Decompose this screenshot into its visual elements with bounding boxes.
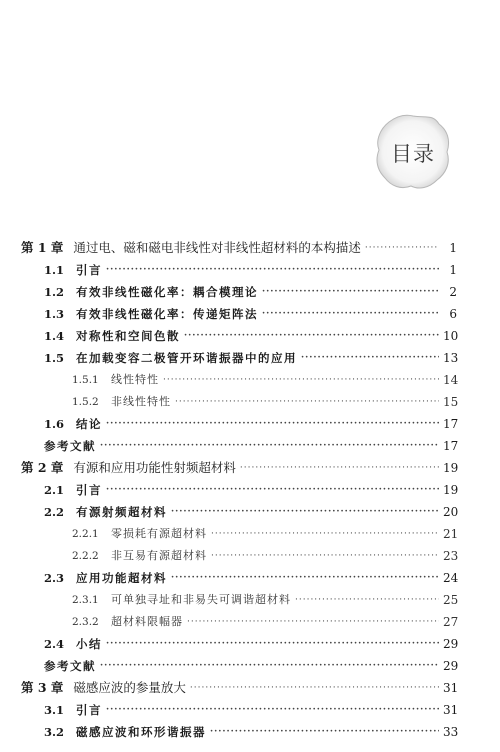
entry-title: 超材料限幅器 — [111, 615, 183, 628]
page-number: 1 — [449, 263, 457, 277]
page-number: 19 — [443, 483, 459, 497]
page-number: 23 — [443, 549, 459, 563]
toc-heading: 目录 — [391, 142, 435, 166]
section-number: 2.1 — [44, 483, 65, 497]
page-number: 13 — [443, 351, 459, 365]
toc-entry-subsection[interactable] — [72, 589, 457, 611]
toc-entry-section[interactable] — [44, 479, 457, 501]
section-number: 1.6 — [44, 417, 65, 431]
page-number: 10 — [443, 329, 459, 343]
toc-entry-subsection[interactable] — [72, 369, 457, 391]
toc-entry-references[interactable] — [44, 655, 457, 677]
entry-title: 线性特性 — [111, 373, 159, 386]
page-number: 2 — [449, 285, 457, 299]
leader-dots — [295, 589, 439, 611]
leader-dots — [106, 259, 439, 281]
leader-dots — [106, 633, 439, 655]
entry-title: 引言 — [76, 263, 102, 277]
toc-entry-section[interactable] — [44, 259, 457, 281]
entry-title: 小结 — [76, 637, 102, 651]
chapter-number: 第 2 章 — [21, 460, 64, 475]
page-number: 17 — [443, 439, 459, 453]
chapter-number: 第 1 章 — [21, 240, 64, 255]
leader-dots — [184, 325, 439, 347]
leader-dots — [365, 237, 439, 259]
toc-entry-chapter[interactable] — [21, 237, 457, 259]
toc-badge — [373, 112, 453, 192]
entry-title: 对称性和空间色散 — [76, 329, 180, 343]
entry-title: 参考文献 — [44, 659, 96, 673]
toc-entry-section[interactable] — [44, 413, 457, 435]
subsection-number: 2.2.1 — [72, 528, 99, 540]
section-number: 3.1 — [44, 703, 65, 717]
subsection-number: 2.3.2 — [72, 616, 99, 628]
page-number: 33 — [443, 725, 459, 739]
entry-title: 有源和应用功能性射频超材料 — [73, 460, 236, 475]
subsection-number: 1.5.2 — [72, 396, 99, 408]
leader-dots — [100, 435, 439, 457]
entry-title: 有效非线性磁化率：耦合模理论 — [76, 285, 258, 299]
page-number: 20 — [443, 505, 459, 519]
page-number: 29 — [443, 659, 459, 673]
page-number: 1 — [449, 241, 457, 255]
page-number: 24 — [443, 571, 459, 585]
entry-title: 在加载变容二极管开环谐振器中的应用 — [76, 351, 297, 365]
toc-entry-section[interactable] — [44, 325, 457, 347]
toc-entry-chapter[interactable] — [21, 457, 457, 479]
page-number: 31 — [443, 681, 459, 695]
leader-dots — [301, 347, 439, 369]
page-number: 21 — [443, 527, 459, 541]
toc-entry-section[interactable] — [44, 347, 457, 369]
page-number: 15 — [443, 395, 459, 409]
section-number: 2.2 — [44, 505, 65, 519]
leader-dots — [187, 611, 439, 633]
page-number: 27 — [443, 615, 459, 629]
section-number: 3.2 — [44, 725, 65, 739]
section-number: 1.3 — [44, 307, 65, 321]
toc-entry-subsection[interactable] — [72, 545, 457, 567]
entry-title: 有效非线性磁化率：传递矩阵法 — [76, 307, 258, 321]
leader-dots — [100, 655, 439, 677]
leader-dots — [106, 479, 439, 501]
leader-dots — [190, 677, 439, 699]
entry-title: 非线性特性 — [111, 395, 171, 408]
section-number: 1.4 — [44, 329, 65, 343]
entry-title: 引言 — [76, 483, 102, 497]
page-number: 19 — [443, 461, 459, 475]
leader-dots — [106, 413, 439, 435]
entry-title: 应用功能超材料 — [76, 571, 167, 585]
entry-title: 有源射频超材料 — [76, 505, 167, 519]
page-number: 31 — [443, 703, 459, 717]
entry-title: 零损耗有源超材料 — [111, 527, 207, 540]
section-number: 1.1 — [44, 263, 65, 277]
toc-entry-section[interactable] — [44, 633, 457, 655]
page-number: 6 — [449, 307, 457, 321]
page-number: 14 — [443, 373, 459, 387]
toc-entry-section[interactable] — [44, 699, 457, 721]
toc-entry-chapter[interactable] — [21, 677, 457, 699]
subsection-number: 2.3.1 — [72, 594, 99, 606]
section-number: 2.3 — [44, 571, 65, 585]
leader-dots — [262, 281, 439, 303]
toc-entry-references[interactable] — [44, 435, 457, 457]
leader-dots — [210, 721, 439, 743]
leader-dots — [262, 303, 439, 325]
entry-title: 非互易有源超材料 — [111, 549, 207, 562]
toc-entry-section[interactable] — [44, 567, 457, 589]
toc-entry-subsection[interactable] — [72, 523, 457, 545]
entry-title: 参考文献 — [44, 439, 96, 453]
entry-title: 磁感应波的参量放大 — [73, 680, 186, 695]
toc-entry-section[interactable] — [44, 281, 457, 303]
leader-dots — [240, 457, 439, 479]
section-number: 1.5 — [44, 351, 65, 365]
leader-dots — [175, 391, 439, 413]
leader-dots — [211, 545, 439, 567]
toc-entry-subsection[interactable] — [72, 391, 457, 413]
entry-title: 通过电、磁和磁电非线性对非线性超材料的本构描述 — [73, 240, 361, 255]
leader-dots — [211, 523, 439, 545]
chapter-number: 第 3 章 — [21, 680, 64, 695]
subsection-number: 2.2.2 — [72, 550, 99, 562]
page-number: 25 — [443, 593, 459, 607]
entry-title: 可单独寻址和非易失可调谐超材料 — [111, 593, 291, 606]
section-number: 1.2 — [44, 285, 65, 299]
leader-dots — [171, 501, 439, 523]
toc-entry-subsection[interactable] — [72, 611, 457, 633]
leader-dots — [106, 699, 439, 721]
subsection-number: 1.5.1 — [72, 374, 99, 386]
entry-title: 引言 — [76, 703, 102, 717]
page-number: 29 — [443, 637, 459, 651]
toc-entry-section[interactable] — [44, 303, 457, 325]
leader-dots — [171, 567, 439, 589]
page-number: 17 — [443, 417, 459, 431]
toc-entry-section[interactable] — [44, 721, 457, 743]
section-number: 2.4 — [44, 637, 65, 651]
toc-entry-section[interactable] — [44, 501, 457, 523]
leader-dots — [163, 369, 439, 391]
entry-title: 磁感应波和环形谐振器 — [76, 725, 206, 739]
entry-title: 结论 — [76, 417, 102, 431]
